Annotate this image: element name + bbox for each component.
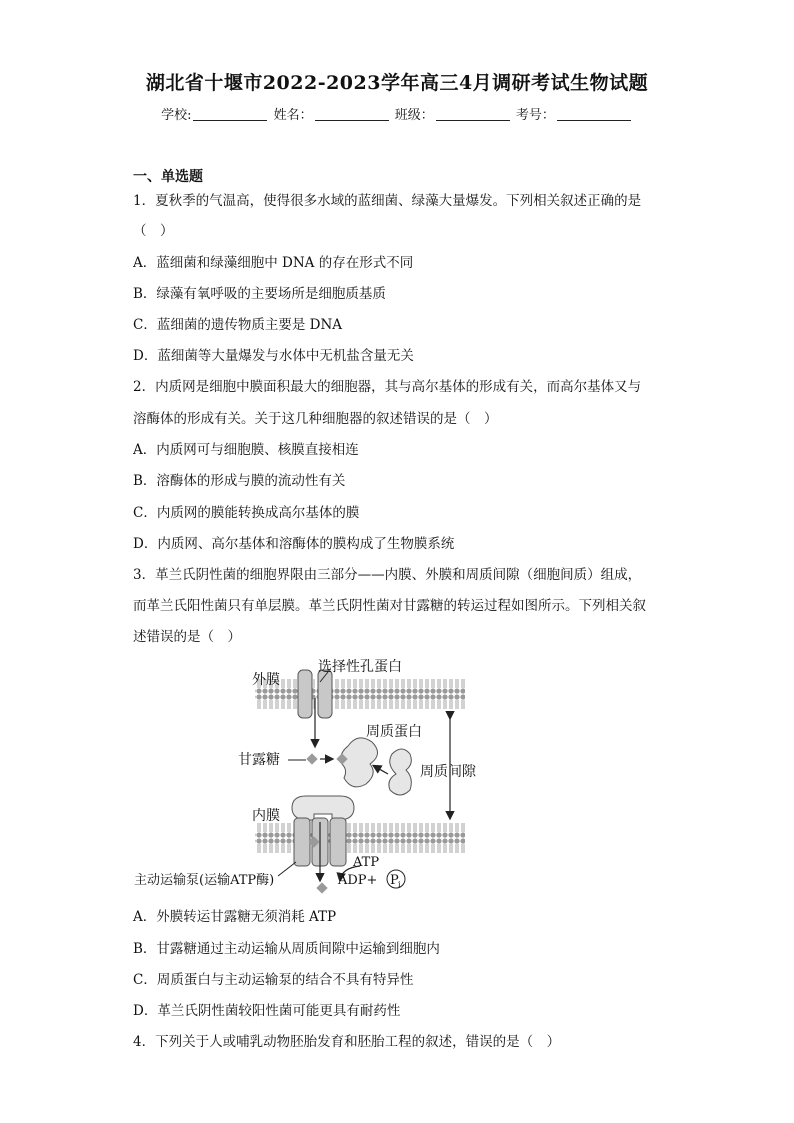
q2-option-b[interactable]: B．溶酶体的形成与膜的流动性有关	[133, 473, 346, 489]
q2-option-c[interactable]: C．内质网的膜能转换成高尔基体的膜	[133, 505, 360, 521]
class-blank[interactable]	[436, 108, 510, 121]
mannose-in-cell	[316, 882, 327, 893]
q3-stem-line-2: 而革兰氏阳性菌只有单层膜。革兰氏阴性菌对甘露糖的转运过程如图所示。下列相关叙	[133, 598, 646, 614]
id-blank[interactable]	[557, 108, 631, 121]
q1-stem-line-2: （ ）	[133, 223, 174, 239]
q4-stem-line-1: 4．下列关于人或哺乳动物胚胎发育和胚胎工程的叙述，错误的是（ ）	[133, 1034, 561, 1050]
q3-option-b[interactable]: B．甘露糖通过主动运输从周质间隙中运输到细胞内	[133, 941, 440, 957]
atp-label: ATP	[353, 855, 380, 870]
id-label: 考号：	[515, 108, 555, 123]
page-title: 湖北省十堰市2022-2023学年高三4月调研考试生物试题	[145, 72, 649, 94]
inner-membrane-label: 内膜	[252, 808, 280, 824]
pi-label: P	[390, 873, 399, 888]
adp-label: ADP+	[338, 873, 378, 888]
q1-option-b[interactable]: B．绿藻有氧呼吸的主要场所是细胞质基质	[133, 286, 386, 302]
q1-option-c[interactable]: C．蓝细菌的遗传物质主要是 DNA	[133, 317, 343, 333]
name-blank[interactable]	[315, 108, 389, 121]
mannose-label: 甘露糖	[238, 752, 280, 768]
q2-stem-line-2: 溶酶体的形成有关。关于这几种细胞器的叙述错误的是（ ）	[133, 411, 498, 427]
mannose-transport-diagram	[130, 658, 490, 896]
q3-option-a[interactable]: A．外膜转运甘露糖无须消耗 ATP	[133, 909, 337, 925]
periplasmic-protein-bound	[341, 738, 378, 787]
inner-membrane-bilayer	[255, 822, 465, 858]
q1-stem-line-1: 1．夏秋季的气温高，使得很多水域的蓝细菌、绿藻大量爆发。下列相关叙述正确的是	[133, 193, 642, 209]
periplasmic-protein-free	[389, 749, 411, 795]
q2-stem-line-1: 2．内质网是细胞中膜面积最大的细胞器，其与高尔基体的形成有关，而高尔基体又与	[133, 379, 642, 395]
outer-membrane-bilayer	[255, 676, 465, 712]
q3-option-d[interactable]: D．革兰氏阴性菌较阳性菌可能更具有耐药性	[133, 1003, 401, 1019]
pi-subscript: i	[398, 880, 401, 889]
free-to-bound-arrow	[374, 766, 388, 774]
porin-label: 选择性孔蛋白	[318, 659, 402, 675]
periplasmic-protein-label: 周质蛋白	[366, 724, 422, 740]
q3-option-c[interactable]: C．周质蛋白与主动运输泵的结合不具有特异性	[133, 972, 414, 988]
pump-label: 主动运输泵(运输ATP酶)	[134, 873, 275, 888]
q1-option-a[interactable]: A．蓝细菌和绿藻细胞中 DNA 的存在形式不同	[133, 255, 414, 271]
q2-option-d[interactable]: D．内质网、高尔基体和溶酶体的膜构成了生物膜系统	[133, 536, 455, 552]
mannose-molecule-1	[306, 753, 317, 764]
pump-docked-protein	[292, 796, 354, 820]
q1-option-d[interactable]: D．蓝细菌等大量爆发与水体中无机盐含量无关	[133, 348, 414, 364]
school-label: 学校:	[161, 108, 192, 123]
student-info	[0, 104, 794, 123]
q3-stem-line-1: 3．革兰氏阴性菌的细胞界限由三部分——内膜、外膜和周质间隙（细胞间质）组成，	[133, 567, 642, 583]
class-label: 班级：	[394, 108, 434, 123]
name-label: 姓名：	[273, 108, 313, 123]
section-title: 一、单选题	[133, 169, 203, 185]
school-blank[interactable]	[193, 108, 267, 121]
outer-membrane-label: 外膜	[252, 672, 280, 688]
q2-option-a[interactable]: A．内质网可与细胞膜、核膜直接相连	[133, 442, 359, 458]
periplasm-label: 周质间隙	[420, 764, 476, 780]
q3-stem-line-3: 述错误的是（ ）	[133, 629, 241, 645]
pump-pointer	[278, 862, 296, 876]
